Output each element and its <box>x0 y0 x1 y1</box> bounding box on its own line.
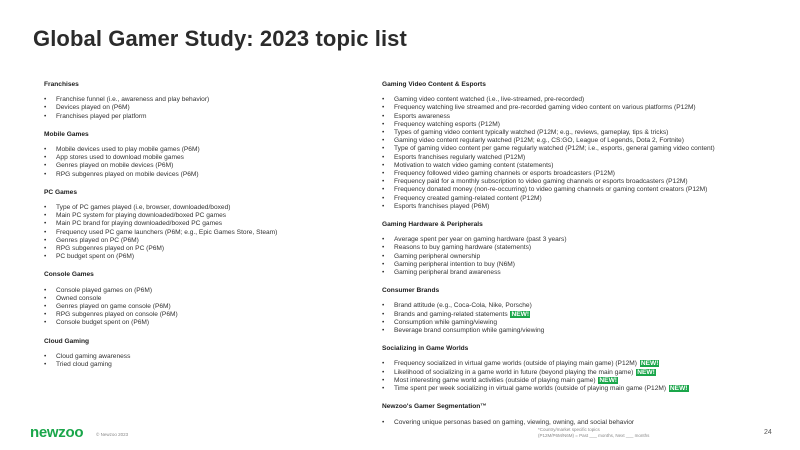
topic-text: Devices played on (P6M) <box>56 104 130 112</box>
topic-text: PC budget spent on (P6M) <box>56 253 135 261</box>
new-badge: NEW! <box>637 368 655 376</box>
topic-text: Esports franchises regularly watched (P12M) <box>394 153 526 161</box>
page-number: 24 <box>764 429 772 436</box>
topic-text: App stores used to download mobile games <box>56 154 184 162</box>
bullet-icon: • <box>382 186 385 194</box>
topic-text: Main PC brand for playing downloaded/boxed PC games <box>56 220 223 228</box>
bullet-icon: • <box>44 228 47 236</box>
topic-item <box>44 113 344 121</box>
topic-column-right <box>382 81 782 437</box>
topic-text: Consumption while gaming/viewing <box>394 318 497 326</box>
topic-item <box>382 236 782 244</box>
new-badge: NEW! <box>511 310 530 318</box>
topic-text: Reasons to buy gaming hardware (statements) <box>394 244 532 252</box>
topic-item <box>382 186 782 194</box>
topic-text: Main PC system for playing downloaded/boxed PC games <box>56 212 227 220</box>
topic-list <box>382 360 782 393</box>
topic-item <box>44 295 344 303</box>
bullet-icon: • <box>44 303 47 311</box>
topic-text: Frequency followed video gaming channels or esports broadcasters (P12M) <box>394 170 616 178</box>
topic-item <box>44 237 344 245</box>
topic-item <box>44 162 344 170</box>
topic-text: Genres played on mobile devices (P6M) <box>56 162 174 170</box>
topic-text: Frequency socialized in virtual game worlds (outside of playing main game) (P12M) <box>394 360 637 368</box>
bullet-icon: • <box>44 253 47 261</box>
topic-item <box>44 229 344 237</box>
bullet-icon: • <box>382 418 385 426</box>
bullet-icon: • <box>44 212 47 220</box>
bullet-icon: • <box>382 104 385 112</box>
topic-list <box>44 353 344 369</box>
topic-item <box>44 303 344 311</box>
section-heading: Newzoo's Gamer Segmentation™ <box>382 403 487 411</box>
section-heading: Cloud Gaming <box>44 337 90 345</box>
topic-text: Franchise funnel (i.e., awareness and play behavior) <box>56 96 210 104</box>
topic-text: Brand attitude (e.g., Coca-Cola, Nike, Porsche) <box>394 302 532 310</box>
topic-item <box>44 245 344 253</box>
topic-text: Types of gaming video content typically watched (P12M; e.g., reviews, gameplay, tips & tricks) <box>394 129 669 137</box>
topic-text: Console played games on (P6M) <box>56 286 153 294</box>
footnote <box>538 427 718 439</box>
bullet-icon: • <box>44 319 47 327</box>
topic-text: RPG subgenres played on mobile devices (P6M) <box>56 170 199 178</box>
topic-text: Covering unique personas based on gaming, viewing, owning, and social behavior <box>394 418 635 426</box>
topic-text: Console budget spent on (P6M) <box>56 319 150 327</box>
topic-item <box>382 377 782 385</box>
topic-list <box>44 146 344 179</box>
section-heading: Gaming Hardware & Peripherals <box>382 221 483 229</box>
topic-list <box>382 302 782 335</box>
bullet-icon: • <box>44 96 47 104</box>
new-badge: NEW! <box>669 385 688 393</box>
bullet-icon: • <box>382 244 385 252</box>
topic-item <box>382 129 782 137</box>
bullet-icon: • <box>382 318 385 326</box>
bullet-icon: • <box>382 202 385 210</box>
topic-text: Frequency created gaming-related content (P12M) <box>394 194 542 202</box>
topic-text: Cloud gaming awareness <box>56 352 131 360</box>
topic-item <box>382 385 782 393</box>
topic-item <box>382 302 782 310</box>
topic-item <box>382 170 782 178</box>
topic-text: Gaming peripheral intention to buy (N6M) <box>394 260 515 268</box>
topic-item <box>382 137 782 145</box>
bullet-icon: • <box>382 360 385 368</box>
topic-text: Frequency used PC game launchers (P6M; e.g., Epic Games Store, Steam) <box>56 228 278 236</box>
bullet-icon: • <box>44 236 47 244</box>
bullet-icon: • <box>382 236 385 244</box>
topic-text: Most interesting game world activities (outside of playing main game) <box>394 376 596 384</box>
topic-item <box>44 253 344 261</box>
bullet-icon: • <box>382 112 385 120</box>
bullet-icon: • <box>44 286 47 294</box>
topic-item <box>382 113 782 121</box>
section-heading: Socializing in Game Worlds <box>382 345 469 353</box>
topic-item <box>382 360 782 368</box>
bullet-icon: • <box>44 146 47 154</box>
topic-text: RPG subgenres played on PC (P6M) <box>56 245 165 253</box>
bullet-icon: • <box>44 361 47 369</box>
section-heading: Franchises <box>44 81 79 88</box>
section-heading: Consumer Brands <box>382 287 440 295</box>
topic-item <box>382 178 782 186</box>
topic-column-left <box>44 81 344 379</box>
topic-item <box>44 287 344 295</box>
topic-text: Gaming video content watched (i.e., live-streamed, pre-recorded) <box>394 96 585 104</box>
bullet-icon: • <box>382 145 385 153</box>
topic-list <box>44 96 344 121</box>
newzoo-logo: newzoo <box>30 424 84 441</box>
topic-text: Average spent per year on gaming hardware (past 3 years) <box>394 236 567 244</box>
bullet-icon: • <box>44 245 47 253</box>
footnote-line: *Country/market specific topics <box>538 427 600 432</box>
bullet-icon: • <box>382 170 385 178</box>
new-badge: NEW! <box>599 376 618 384</box>
topic-text: Frequency donated money (non-re-occurring) to video gaming channels or gaming content creators (P12M) <box>394 186 708 194</box>
topic-item <box>382 96 782 104</box>
topic-item <box>382 195 782 203</box>
topic-list <box>44 287 344 328</box>
bullet-icon: • <box>382 96 385 104</box>
topic-item <box>382 319 782 327</box>
topic-list <box>382 419 782 427</box>
topic-text: Esports awareness <box>394 112 451 120</box>
section-heading: PC Games <box>44 188 77 196</box>
bullet-icon: • <box>44 204 47 212</box>
topic-text: Type of PC games played (i.e, browser, downloaded/boxed) <box>56 204 231 212</box>
topic-list <box>44 204 344 261</box>
topic-item <box>44 96 344 104</box>
topic-text: Time spent per week socializing in virtual game worlds (outside of playing main game (P12M) <box>394 385 667 393</box>
topic-text: Beverage brand consumption while gaming/viewing <box>394 327 545 335</box>
topic-item <box>382 121 782 129</box>
topic-item <box>382 261 782 269</box>
bullet-icon: • <box>44 104 47 112</box>
copyright-text: © Newzoo 2023 <box>96 432 129 437</box>
topic-item <box>382 104 782 112</box>
topic-item <box>44 204 344 212</box>
topic-text: Tried cloud gaming <box>56 361 112 369</box>
topic-item <box>44 311 344 319</box>
topic-item <box>382 154 782 162</box>
topic-item <box>382 162 782 170</box>
topic-item <box>44 104 344 112</box>
topic-item <box>382 253 782 261</box>
bullet-icon: • <box>44 311 47 319</box>
bullet-icon: • <box>382 120 385 128</box>
topic-item <box>382 327 782 335</box>
topic-text: Type of gaming video content per game regularly watched (P12M; i.e., esports, general gaming video content) <box>394 145 715 153</box>
bullet-icon: • <box>44 154 47 162</box>
bullet-icon: • <box>382 178 385 186</box>
bullet-icon: • <box>44 294 47 302</box>
topic-text: Brands and gaming-related statements <box>394 310 508 318</box>
bullet-icon: • <box>382 310 385 318</box>
bullet-icon: • <box>44 170 47 178</box>
topic-item <box>44 353 344 361</box>
topic-item <box>44 212 344 220</box>
topic-text: Gaming peripheral ownership <box>394 252 481 260</box>
topic-text: Frequency paid for a monthly subscription to video gaming channels or esports broadcasters (P12M) <box>394 178 688 186</box>
topic-text: Franchises played per platform <box>56 112 147 120</box>
topic-text: Gaming peripheral brand awareness <box>394 269 501 277</box>
topic-text: Frequency watching live streamed and pre-recorded gaming video content on various platforms (P12M) <box>394 104 696 112</box>
bullet-icon: • <box>382 327 385 335</box>
topic-item <box>44 319 344 327</box>
bullet-icon: • <box>44 352 47 360</box>
topic-text: RPG subgenres played on console (P6M) <box>56 311 178 319</box>
section-heading: Console Games <box>44 271 94 279</box>
topic-item <box>382 145 782 153</box>
bullet-icon: • <box>382 137 385 145</box>
topic-item <box>44 220 344 228</box>
bullet-icon: • <box>44 162 47 170</box>
topic-text: Gaming video content regularly watched (P12M; e.g., CS:GO, League of Legends, Dota 2, Fortnite) <box>394 137 684 145</box>
topic-text: Likelihood of socializing in a game world in future (beyond playing the main game) <box>394 368 634 376</box>
topic-item <box>382 369 782 377</box>
bullet-icon: • <box>382 153 385 161</box>
bullet-icon: • <box>382 368 385 376</box>
section-heading: Mobile Games <box>44 130 89 138</box>
page-title: Global Gamer Study: 2023 topic list <box>33 26 407 51</box>
bullet-icon: • <box>382 302 385 310</box>
topic-text: Frequency watching esports (P12M) <box>394 120 500 128</box>
bullet-icon: • <box>44 220 47 228</box>
bullet-icon: • <box>382 260 385 268</box>
topic-text: Genres played on game console (P6M) <box>56 303 171 311</box>
bullet-icon: • <box>382 252 385 260</box>
bullet-icon: • <box>382 385 385 393</box>
new-badge: NEW! <box>640 360 659 368</box>
topic-list <box>382 236 782 277</box>
bullet-icon: • <box>382 161 385 169</box>
topic-item <box>382 269 782 277</box>
topic-text: Owned console <box>56 294 102 302</box>
topic-item <box>382 244 782 252</box>
topic-item <box>382 203 782 211</box>
topic-text: Genres played on PC (P6M) <box>56 236 139 244</box>
footnote-line: (P12M/P6M/N6M) = Past ___ months, Next ___ months <box>538 433 650 438</box>
topic-item <box>44 361 344 369</box>
topic-item <box>44 146 344 154</box>
bullet-icon: • <box>44 112 47 120</box>
topic-item <box>44 154 344 162</box>
topic-text: Esports franchises played (P6M) <box>394 202 490 210</box>
topic-item <box>382 419 782 427</box>
bullet-icon: • <box>382 376 385 384</box>
bullet-icon: • <box>382 129 385 137</box>
topic-text: Mobile devices used to play mobile games (P6M) <box>56 146 200 154</box>
topic-list <box>382 96 782 211</box>
topic-item <box>44 171 344 179</box>
topic-text: Motivation to watch video gaming content (statements) <box>394 161 554 169</box>
bullet-icon: • <box>382 194 385 202</box>
topic-item <box>382 311 782 319</box>
section-heading: Gaming Video Content & Esports <box>382 81 486 88</box>
bullet-icon: • <box>382 269 385 277</box>
